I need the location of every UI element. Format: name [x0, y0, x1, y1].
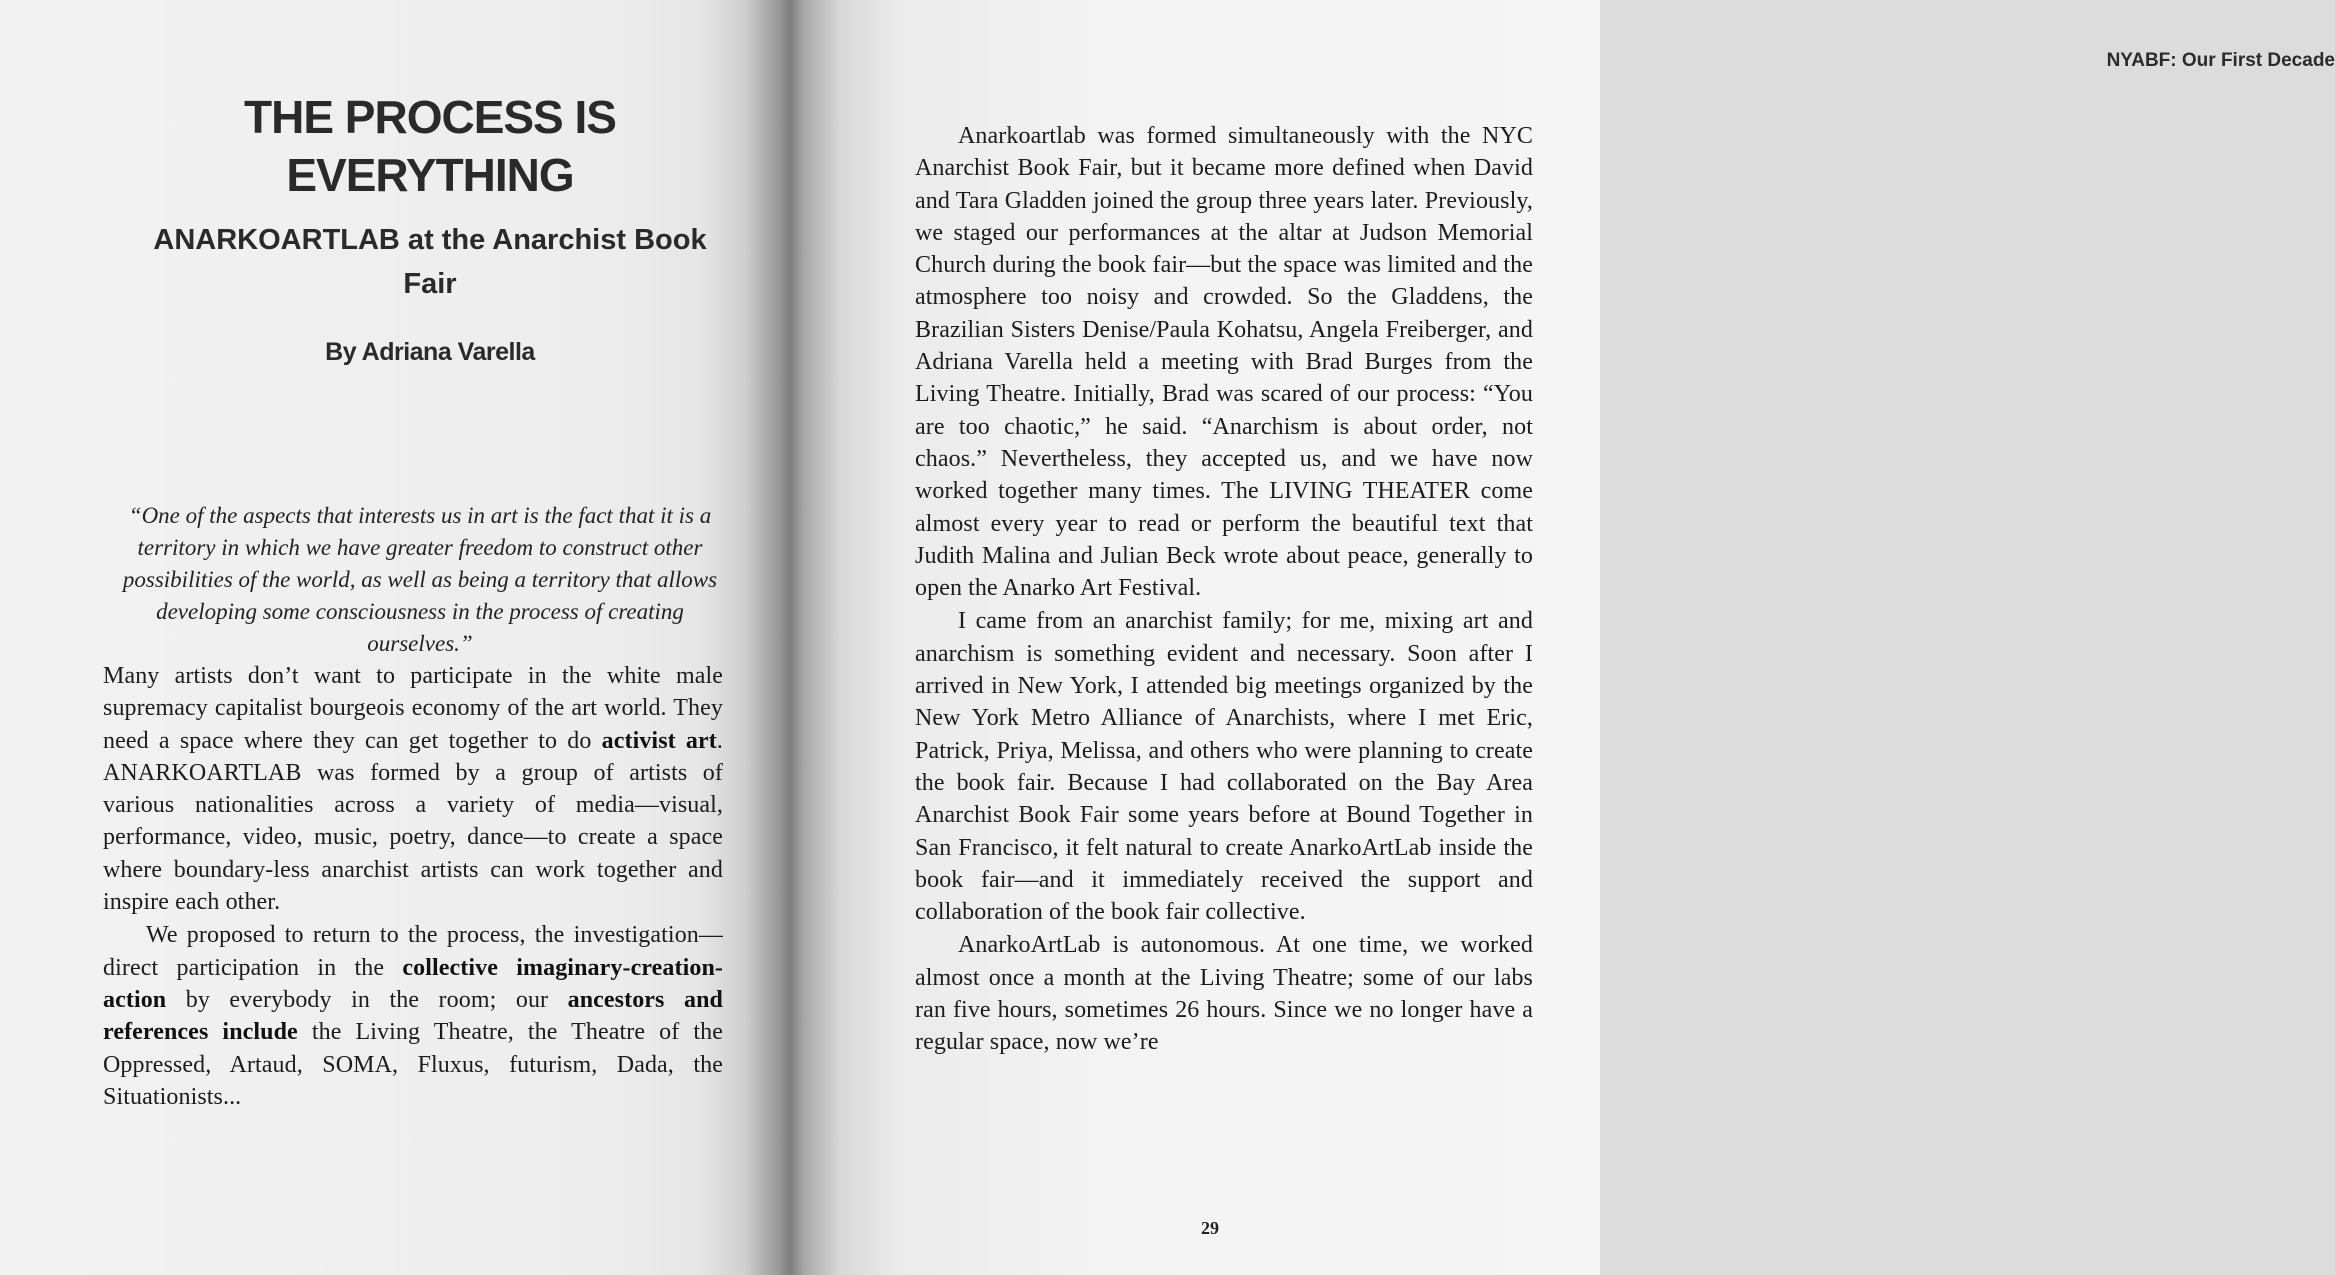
left-paragraph-1	[103, 660, 723, 918]
bold-run: collective imaginary-creation-action	[103, 954, 723, 1013]
byline: By Adriana Varella	[325, 338, 535, 366]
bold-run: ancestors and references include	[103, 986, 723, 1046]
right-paragraph-3: AnarkoArtLab is autonomous. At one time, we worked almost once a month at the Living Theatre; some of our labs ran five hours, sometimes 26 hours. Since we no longer have a regular space, now we’re	[915, 932, 1533, 1056]
text-run: Many artists don’t want to participate in the white male supremacy capitalist bourgeois economy of the art world. They need a space where they can get together to do	[103, 663, 723, 754]
text-run: the Living Theatre, the Theatre of the Oppressed, Artaud, SOMA, Fluxus, futurism, Dada, the Situationists...	[103, 1019, 723, 1110]
text-run: . ANARKOARTLAB was formed by a group of artists of various nationalities across a variety of media—visual, performance, video, music, poetry, dance—to create a space where boundary-less anarchist artists can work together and inspire each other.	[103, 727, 723, 916]
article-title: THE PROCESS IS EVERYTHING	[244, 91, 616, 201]
article-subtitle: ANARKOARTLAB at the Anarchist Book Fair	[153, 224, 707, 300]
right-paragraph-1: Anarkoartlab was formed simultaneously with the NYC Anarchist Book Fair, but it became more defined when David and Tara Gladden joined the group three years later. Previously, we staged our performances at the altar at Judson Memorial Church during the book fair—but the space was limited and the atmosphere too noisy and crowded. So the Gladdens, the Brazilian Sisters Denise/Paula Kohatsu, Angela Freiberger, and Adriana Varella held a meeting with Brad Burges from the Living Theatre. Initially, Brad was scared of our process: “You are too chaotic,” he said. “Anarchism is about order, not chaos.” Nevertheless, they accepted us, and we have now worked together many times. The LIVING THEATER come almost every year to read or perform the beautiful text that Judith Malina and Julian Beck wrote about peace, generally to open the Anarko Art Festival.	[915, 123, 1533, 602]
bold-run: activist art	[601, 727, 717, 754]
running-header: NYABF: Our First Decade	[2106, 50, 2335, 71]
right-paragraph-2: I came from an anarchist family; for me, mixing art and anarchism is something evident and necessary. Soon after I arrived in New York, I attended big meetings organized by the New York Metro Alliance of Anarchists, where I met Eric, Patrick, Priya, Melissa, and others who were planning to create the book fair. Because I had collaborated on the Bay Area Anarchist Book Fair some years before at Bound Together in San Francisco, it felt natural to create AnarkoArtLab inside the book fair—and it immediately received the support and collaboration of the book fair collective.	[915, 608, 1533, 926]
left-paragraph-2	[103, 919, 723, 1113]
left-page	[0, 0, 780, 1275]
left-body-text	[103, 660, 723, 1113]
text-run: We proposed to return to the process, the investigation—direct participation in the	[103, 922, 723, 981]
page-number: 29	[1201, 1218, 1219, 1238]
epigraph-quote: “One of the aspects that interests us in art is the fact that it is a territory in which we have greater freedom to construct other possibilities of the world, as well as being a territory that allows developing some consciousness in the process of creating ourselves.”	[122, 503, 718, 656]
text-run: by everybody in the room; our	[166, 986, 568, 1013]
right-body-text	[915, 120, 1533, 1059]
